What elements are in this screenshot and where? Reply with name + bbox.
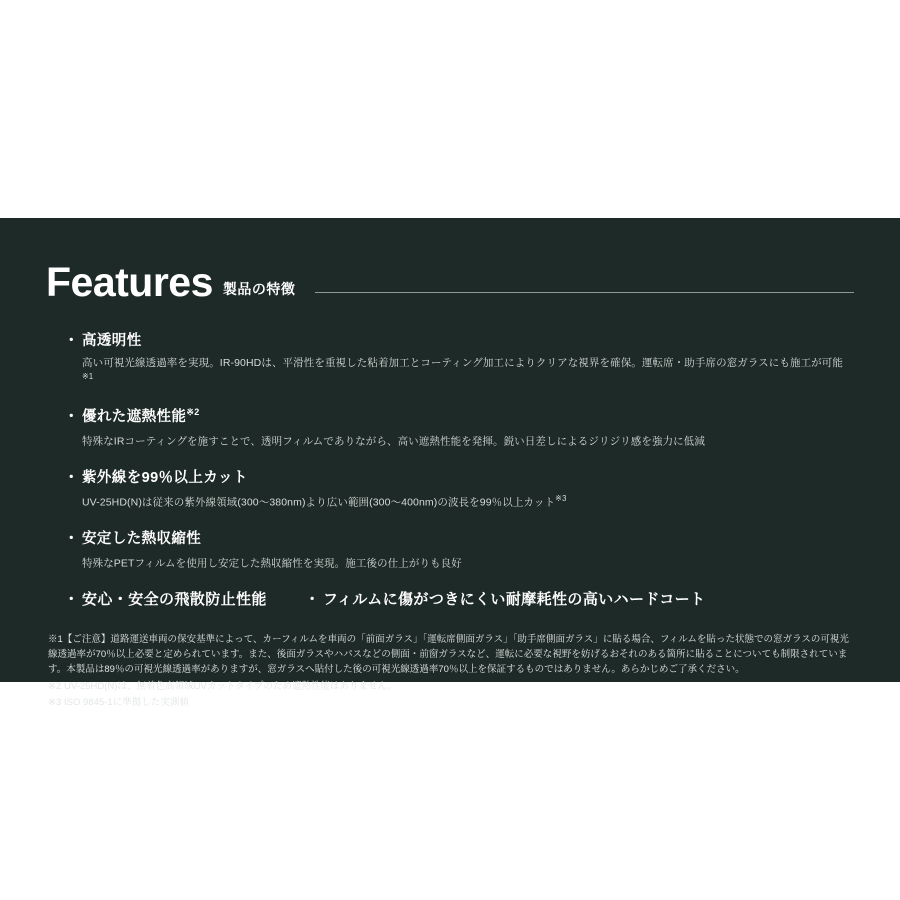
feature-title [66,405,854,426]
footnote-3: ※3 ISO 9845-1に準拠した実測値 [48,697,189,709]
footnote-1: ※1【ご注意】道路運送車両の保安基準によって、カーフィルムを車両の「前面ガラス」「運転席側面ガラス」「助手席側面ガラス」に貼る場合、フィルムを貼った状態での窓ガラスの可視光線透過率が70％以上必要と定められています。また、後面ガラスやハパスなどの側面・前窗ガラスなど、運転に必要な視野を妨げるおそれのある箇所に貼ることについても制限されています。本製品は89％の可視光線透過率がありますが、窓ガラスへ貼付した後の可視光線透過率70％以上を保証するものではありません。あらかじめご了承ください。 [48,634,849,675]
feature-description-note: ※1 [82,371,94,381]
feature-item [66,527,854,571]
feature-description [66,356,854,388]
feature-title [66,527,854,548]
feature-title [66,466,854,487]
feature-title [66,329,854,350]
footnote-2: ※2 UV-25HD(N)は、無着色高領域UVカットタイプのため遮熱性能はありません。 [48,680,398,692]
page-title: Features [46,259,213,305]
feature-title-note: ※2 [186,407,200,418]
features-heading [46,259,854,305]
feature-title: ・ 安心・安全の飛散防止性能 [66,588,267,609]
feature-list [46,329,854,609]
feature-description [66,554,854,571]
features-panel [0,218,900,709]
feature-description-text: 特殊なIRコーティングを施すことで、透明フィルムでありながら、高い遮熱性能を発揮。鋭い日差しによるジリジリ感を強力に低減 [82,435,705,448]
feature-title-text: 安定した熱収縮性 [82,531,202,548]
feature-item [66,466,854,510]
footnotes [46,633,854,711]
feature-title-text: 高透明性 [82,333,142,349]
feature-description-note: ※3 [555,494,567,504]
feature-item [66,329,854,388]
feature-item [66,405,854,449]
feature-description-text: 高い可視光線透過率を実現。IR-90HDは、平滑性を重視した粘着加工とコーティング加工によりクリアな視界を確保。運転席・助手席の窓ガラスにも施工が可能 [82,357,843,369]
feature-description [66,493,854,510]
heading-divider [315,292,854,293]
feature-title-text: 紫外線を99％以上カット [82,470,248,487]
feature-description [66,432,854,449]
feature-title-text: 優れた遮熱性能 [82,408,187,425]
feature-description-text: UV-25HD(N)は従来の紫外線領域(300～380nm)より広い範囲(300～400nm)の波長を99％以上カット [82,496,556,509]
feature-item-dual [66,588,854,609]
feature-title: ・ フィルムに傷がつきにくい耐摩耗性の高いハードコート [307,588,706,609]
feature-description-text: 特殊なPETフィルムを使用し安定した熱収縮性を実現。施工後の仕上がりも良好 [82,557,462,570]
page-subtitle: 製品の特徴 [222,281,296,297]
